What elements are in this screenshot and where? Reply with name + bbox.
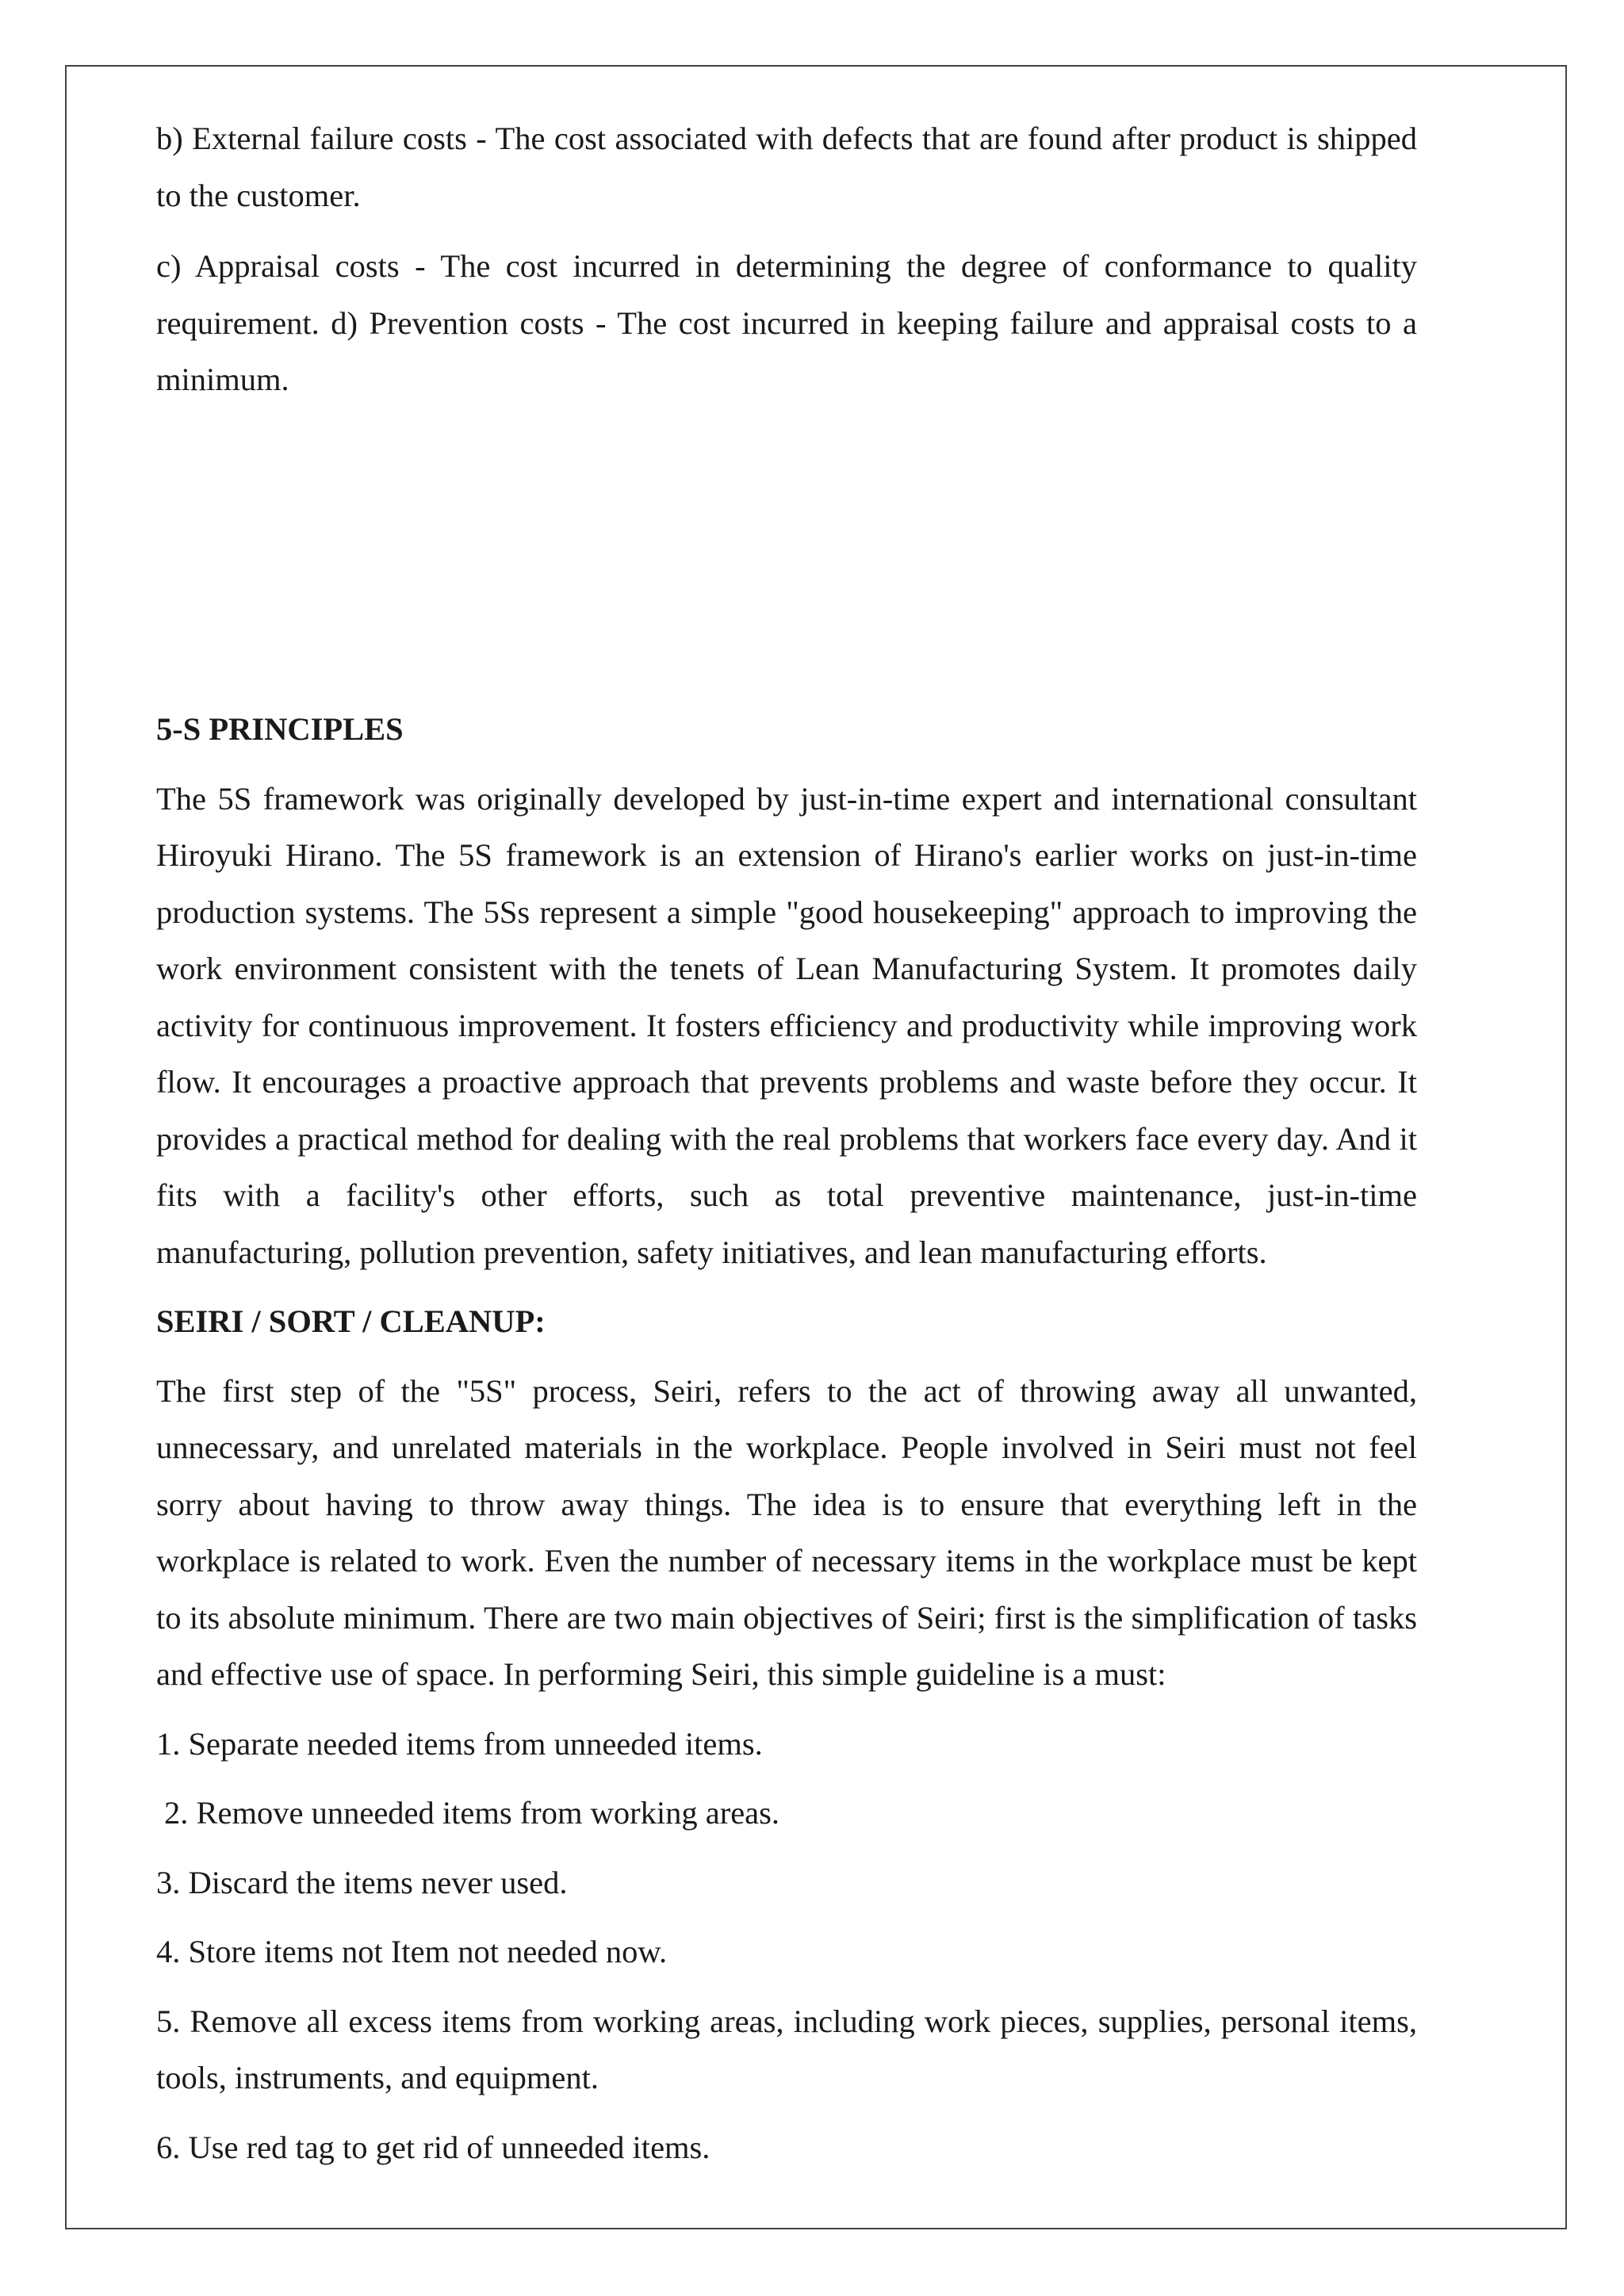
five-s-heading: 5-S PRINCIPLES — [156, 711, 404, 747]
appraisal-prevention-paragraph: c) Appraisal costs - The cost incurred in determining the degree of conformance to quality requirement. d) Prevention costs - The cost incurred in keeping failure and appraisal costs to a minimum. — [156, 248, 1417, 397]
seiri-paragraph: The first step of the "5S" process, Seiri, refers to the act of throwing away all unwanted, unnecessary, and unrelated materials in the workplace. People involved in Seiri must not feel sorry about having to throw away things. The idea is to ensure that everything left in the workplace is related to work. Even the number of necessary items in the workplace must be kept to its absolute minimum. There are two main objectives of Seiri; first is the simplification of tasks and effective use of space. In performing Seiri, this simple guideline is a must: — [156, 1372, 1417, 1692]
list-item: 4. Store items not Item not needed now. — [156, 1934, 668, 1969]
list-item: 3. Discard the items never used. — [156, 1864, 568, 1900]
external-failure-paragraph: b) External failure costs - The cost associated with defects that are found after product is shipped to the customer. — [156, 121, 1417, 213]
five-s-paragraph: The 5S framework was originally developed by just-in-time expert and international consultant Hiroyuki Hirano. The 5S framework is an extension of Hirano's earlier works on just-in-time production systems. The 5Ss represent a simple "good housekeeping" approach to improving the work environment consistent with the tenets of Lean Manufacturing System. It promotes daily activity for continuous improvement. It fosters efficiency and productivity while improving work flow. It encourages a proactive approach that prevents problems and waste before they occur. It provides a practical method for dealing with the real problems that workers face every day. And it fits with a facility's other efforts, such as total preventive maintenance, just-in-time manufacturing, pollution prevention, safety initiatives, and lean manufacturing efforts. — [156, 780, 1417, 1270]
list-item: 6. Use red tag to get rid of unneeded items. — [156, 2129, 710, 2165]
list-item: 5. Remove all excess items from working areas, including work pieces, supplies, personal items, tools, instruments, and equipment. — [156, 2003, 1417, 2095]
cost-definitions — [156, 110, 1417, 408]
seiri-heading: SEIRI / SORT / CLEANUP: — [156, 1303, 546, 1339]
list-item: 1. Separate needed items from unneeded items. — [156, 1725, 763, 1762]
five-s-section — [156, 701, 1417, 2175]
list-item: 2. Remove unneeded items from working areas. — [164, 1795, 780, 1831]
